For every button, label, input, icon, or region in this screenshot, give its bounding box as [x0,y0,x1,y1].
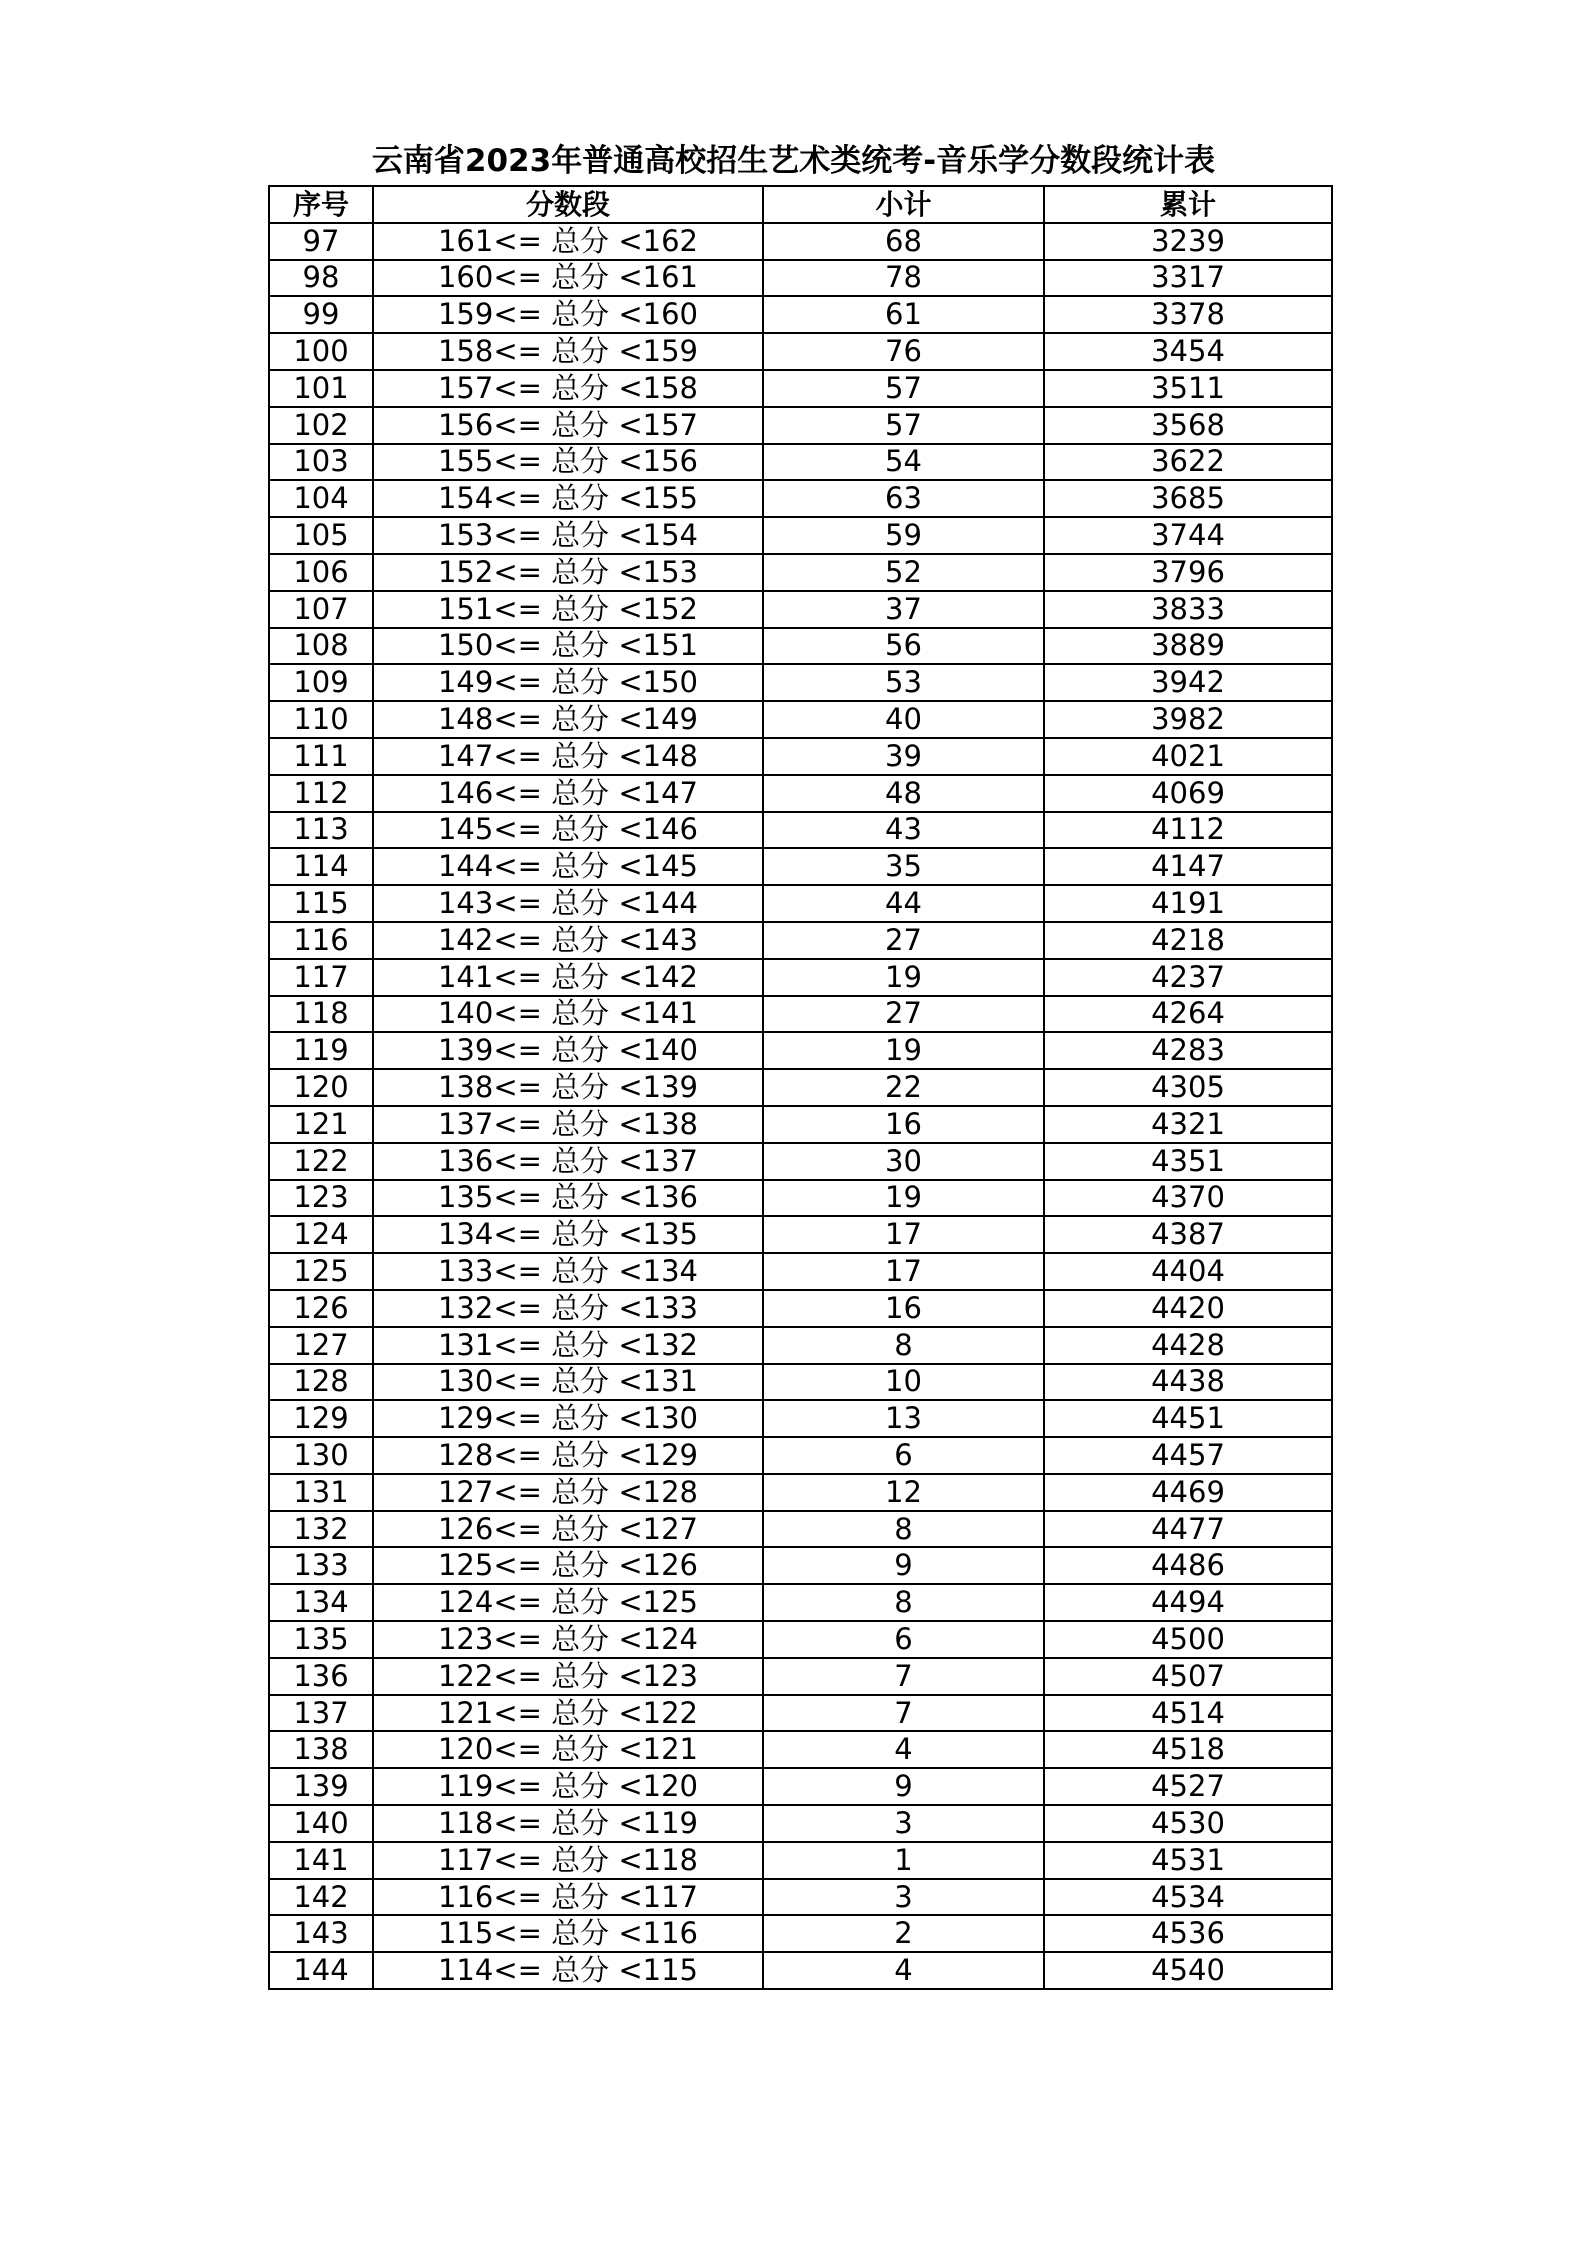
cell-subtotal: 10 [763,1364,1044,1401]
cell-cumulative: 4531 [1044,1842,1332,1879]
cell-score-range: 125<= 总分 <126 [373,1547,763,1584]
cell-score-range: 132<= 总分 <133 [373,1290,763,1327]
cell-score-range: 119<= 总分 <120 [373,1768,763,1805]
cell-index: 115 [269,885,373,922]
cell-score-range: 136<= 总分 <137 [373,1143,763,1180]
cell-cumulative: 3942 [1044,664,1332,701]
cell-subtotal: 1 [763,1842,1044,1879]
cell-subtotal: 57 [763,370,1044,407]
cell-index: 112 [269,775,373,812]
table-row [269,848,1332,885]
table-row [269,664,1332,701]
header-cumulative: 累计 [1044,186,1332,223]
cell-cumulative: 4530 [1044,1805,1332,1842]
table-body [269,223,1332,1989]
cell-index: 120 [269,1069,373,1106]
cell-index: 119 [269,1032,373,1069]
table-row [269,1364,1332,1401]
score-distribution-table [268,185,1333,1990]
cell-subtotal: 12 [763,1474,1044,1511]
cell-subtotal: 4 [763,1952,1044,1989]
cell-score-range: 147<= 总分 <148 [373,738,763,775]
table-row [269,591,1332,628]
table-row [269,1474,1332,1511]
cell-subtotal: 19 [763,959,1044,996]
cell-subtotal: 19 [763,1032,1044,1069]
cell-cumulative: 4351 [1044,1143,1332,1180]
cell-index: 133 [269,1547,373,1584]
table-row [269,1805,1332,1842]
cell-index: 101 [269,370,373,407]
cell-subtotal: 57 [763,407,1044,444]
cell-score-range: 124<= 总分 <125 [373,1584,763,1621]
cell-index: 143 [269,1915,373,1952]
cell-subtotal: 22 [763,1069,1044,1106]
cell-index: 140 [269,1805,373,1842]
cell-cumulative: 3622 [1044,444,1332,481]
cell-index: 136 [269,1658,373,1695]
cell-subtotal: 68 [763,223,1044,260]
cell-cumulative: 4469 [1044,1474,1332,1511]
cell-score-range: 121<= 总分 <122 [373,1695,763,1732]
cell-index: 131 [269,1474,373,1511]
cell-cumulative: 4457 [1044,1437,1332,1474]
table-row [269,333,1332,370]
table-row [269,1621,1332,1658]
cell-cumulative: 3796 [1044,554,1332,591]
cell-subtotal: 6 [763,1621,1044,1658]
table-row [269,517,1332,554]
cell-subtotal: 30 [763,1143,1044,1180]
cell-index: 121 [269,1106,373,1143]
table-row [269,1180,1332,1217]
cell-cumulative: 3889 [1044,628,1332,665]
table-row [269,812,1332,849]
cell-subtotal: 54 [763,444,1044,481]
cell-score-range: 148<= 总分 <149 [373,701,763,738]
cell-cumulative: 4534 [1044,1879,1332,1916]
cell-subtotal: 2 [763,1915,1044,1952]
cell-index: 125 [269,1253,373,1290]
table-row [269,701,1332,738]
table-row [269,1511,1332,1548]
cell-score-range: 135<= 总分 <136 [373,1180,763,1217]
table-row [269,407,1332,444]
cell-index: 114 [269,848,373,885]
cell-score-range: 154<= 总分 <155 [373,480,763,517]
cell-score-range: 150<= 总分 <151 [373,628,763,665]
cell-score-range: 128<= 总分 <129 [373,1437,763,1474]
cell-cumulative: 4500 [1044,1621,1332,1658]
cell-score-range: 131<= 总分 <132 [373,1327,763,1364]
table-row [269,1768,1332,1805]
cell-cumulative: 4507 [1044,1658,1332,1695]
cell-index: 118 [269,996,373,1033]
cell-index: 122 [269,1143,373,1180]
cell-index: 113 [269,812,373,849]
cell-index: 99 [269,296,373,333]
cell-subtotal: 17 [763,1253,1044,1290]
cell-score-range: 145<= 总分 <146 [373,812,763,849]
cell-index: 135 [269,1621,373,1658]
cell-subtotal: 7 [763,1658,1044,1695]
cell-cumulative: 3239 [1044,223,1332,260]
cell-subtotal: 44 [763,885,1044,922]
cell-score-range: 126<= 总分 <127 [373,1511,763,1548]
cell-cumulative: 4420 [1044,1290,1332,1327]
cell-cumulative: 4305 [1044,1069,1332,1106]
cell-index: 105 [269,517,373,554]
cell-index: 106 [269,554,373,591]
table-row [269,370,1332,407]
cell-cumulative: 4069 [1044,775,1332,812]
cell-score-range: 156<= 总分 <157 [373,407,763,444]
table-row [269,738,1332,775]
cell-cumulative: 4191 [1044,885,1332,922]
cell-subtotal: 13 [763,1400,1044,1437]
cell-score-range: 114<= 总分 <115 [373,1952,763,1989]
table-row [269,1032,1332,1069]
cell-cumulative: 4218 [1044,922,1332,959]
cell-score-range: 127<= 总分 <128 [373,1474,763,1511]
cell-score-range: 134<= 总分 <135 [373,1216,763,1253]
table-row [269,554,1332,591]
cell-cumulative: 4477 [1044,1511,1332,1548]
table-row [269,885,1332,922]
cell-cumulative: 3317 [1044,260,1332,297]
cell-index: 130 [269,1437,373,1474]
cell-cumulative: 4370 [1044,1180,1332,1217]
cell-index: 108 [269,628,373,665]
cell-score-range: 152<= 总分 <153 [373,554,763,591]
cell-subtotal: 63 [763,480,1044,517]
cell-cumulative: 4264 [1044,996,1332,1033]
table-row [269,1069,1332,1106]
cell-index: 144 [269,1952,373,1989]
table-row [269,1695,1332,1732]
cell-score-range: 153<= 总分 <154 [373,517,763,554]
cell-index: 102 [269,407,373,444]
table-row [269,1327,1332,1364]
cell-cumulative: 4321 [1044,1106,1332,1143]
table-row [269,1731,1332,1768]
cell-index: 142 [269,1879,373,1916]
cell-cumulative: 4518 [1044,1731,1332,1768]
table-row [269,1290,1332,1327]
cell-score-range: 133<= 总分 <134 [373,1253,763,1290]
cell-cumulative: 4237 [1044,959,1332,996]
cell-score-range: 149<= 总分 <150 [373,664,763,701]
table-row [269,1915,1332,1952]
cell-subtotal: 78 [763,260,1044,297]
table-row [269,922,1332,959]
cell-cumulative: 3568 [1044,407,1332,444]
cell-index: 129 [269,1400,373,1437]
cell-subtotal: 3 [763,1805,1044,1842]
cell-cumulative: 3378 [1044,296,1332,333]
table-row [269,1253,1332,1290]
cell-cumulative: 3982 [1044,701,1332,738]
cell-score-range: 120<= 总分 <121 [373,1731,763,1768]
table-row [269,959,1332,996]
cell-cumulative: 4514 [1044,1695,1332,1732]
cell-cumulative: 4387 [1044,1216,1332,1253]
cell-subtotal: 19 [763,1180,1044,1217]
cell-cumulative: 4428 [1044,1327,1332,1364]
cell-index: 124 [269,1216,373,1253]
cell-cumulative: 4536 [1044,1915,1332,1952]
cell-cumulative: 4451 [1044,1400,1332,1437]
header-index: 序号 [269,186,373,223]
cell-cumulative: 4486 [1044,1547,1332,1584]
cell-index: 126 [269,1290,373,1327]
table-row [269,480,1332,517]
cell-score-range: 139<= 总分 <140 [373,1032,763,1069]
cell-index: 98 [269,260,373,297]
cell-cumulative: 4527 [1044,1768,1332,1805]
cell-subtotal: 9 [763,1547,1044,1584]
table-row [269,996,1332,1033]
cell-score-range: 144<= 总分 <145 [373,848,763,885]
table-row [269,628,1332,665]
cell-subtotal: 43 [763,812,1044,849]
cell-subtotal: 27 [763,922,1044,959]
cell-cumulative: 3744 [1044,517,1332,554]
cell-index: 117 [269,959,373,996]
cell-cumulative: 3454 [1044,333,1332,370]
cell-score-range: 161<= 总分 <162 [373,223,763,260]
cell-index: 104 [269,480,373,517]
cell-index: 132 [269,1511,373,1548]
cell-subtotal: 16 [763,1106,1044,1143]
cell-cumulative: 4283 [1044,1032,1332,1069]
table-row [269,223,1332,260]
header-score-range: 分数段 [373,186,763,223]
cell-score-range: 116<= 总分 <117 [373,1879,763,1916]
cell-index: 138 [269,1731,373,1768]
cell-subtotal: 6 [763,1437,1044,1474]
cell-score-range: 140<= 总分 <141 [373,996,763,1033]
cell-index: 123 [269,1180,373,1217]
cell-subtotal: 4 [763,1731,1044,1768]
cell-score-range: 146<= 总分 <147 [373,775,763,812]
cell-score-range: 159<= 总分 <160 [373,296,763,333]
cell-subtotal: 8 [763,1584,1044,1621]
cell-score-range: 151<= 总分 <152 [373,591,763,628]
cell-cumulative: 4494 [1044,1584,1332,1621]
cell-index: 127 [269,1327,373,1364]
cell-score-range: 117<= 总分 <118 [373,1842,763,1879]
cell-subtotal: 35 [763,848,1044,885]
table-row [269,444,1332,481]
cell-subtotal: 76 [763,333,1044,370]
cell-score-range: 138<= 总分 <139 [373,1069,763,1106]
table-row [269,1584,1332,1621]
cell-index: 137 [269,1695,373,1732]
cell-subtotal: 59 [763,517,1044,554]
cell-score-range: 122<= 总分 <123 [373,1658,763,1695]
cell-score-range: 137<= 总分 <138 [373,1106,763,1143]
cell-subtotal: 61 [763,296,1044,333]
cell-subtotal: 16 [763,1290,1044,1327]
cell-score-range: 155<= 总分 <156 [373,444,763,481]
cell-index: 139 [269,1768,373,1805]
cell-index: 134 [269,1584,373,1621]
table-row [269,1216,1332,1253]
cell-index: 128 [269,1364,373,1401]
cell-subtotal: 52 [763,554,1044,591]
table-row [269,1106,1332,1143]
table-row [269,1879,1332,1916]
cell-subtotal: 53 [763,664,1044,701]
cell-subtotal: 9 [763,1768,1044,1805]
cell-cumulative: 4112 [1044,812,1332,849]
cell-index: 107 [269,591,373,628]
cell-cumulative: 4438 [1044,1364,1332,1401]
cell-cumulative: 3685 [1044,480,1332,517]
cell-subtotal: 27 [763,996,1044,1033]
page-title: 云南省2023年普通高校招生艺术类统考-音乐学分数段统计表 [371,143,1216,179]
cell-index: 111 [269,738,373,775]
cell-cumulative: 4021 [1044,738,1332,775]
cell-subtotal: 39 [763,738,1044,775]
cell-index: 100 [269,333,373,370]
table-row [269,296,1332,333]
cell-index: 97 [269,223,373,260]
cell-cumulative: 3833 [1044,591,1332,628]
cell-score-range: 118<= 总分 <119 [373,1805,763,1842]
cell-score-range: 123<= 总分 <124 [373,1621,763,1658]
cell-index: 116 [269,922,373,959]
cell-cumulative: 4147 [1044,848,1332,885]
cell-subtotal: 7 [763,1695,1044,1732]
cell-subtotal: 3 [763,1879,1044,1916]
table-row [269,1547,1332,1584]
cell-cumulative: 3511 [1044,370,1332,407]
table-header-row [269,186,1332,223]
table-row [269,1842,1332,1879]
table-row [269,775,1332,812]
table-row [269,1400,1332,1437]
cell-score-range: 141<= 总分 <142 [373,959,763,996]
cell-subtotal: 8 [763,1327,1044,1364]
cell-cumulative: 4540 [1044,1952,1332,1989]
cell-subtotal: 48 [763,775,1044,812]
table-row [269,260,1332,297]
cell-subtotal: 40 [763,701,1044,738]
cell-index: 109 [269,664,373,701]
cell-score-range: 129<= 总分 <130 [373,1400,763,1437]
cell-score-range: 157<= 总分 <158 [373,370,763,407]
cell-score-range: 130<= 总分 <131 [373,1364,763,1401]
header-subtotal: 小计 [763,186,1044,223]
cell-cumulative: 4404 [1044,1253,1332,1290]
table-row [269,1437,1332,1474]
table-row [269,1658,1332,1695]
cell-subtotal: 37 [763,591,1044,628]
cell-index: 103 [269,444,373,481]
cell-score-range: 142<= 总分 <143 [373,922,763,959]
cell-score-range: 143<= 总分 <144 [373,885,763,922]
cell-score-range: 158<= 总分 <159 [373,333,763,370]
cell-subtotal: 8 [763,1511,1044,1548]
table-row [269,1143,1332,1180]
cell-index: 141 [269,1842,373,1879]
cell-score-range: 160<= 总分 <161 [373,260,763,297]
cell-index: 110 [269,701,373,738]
cell-subtotal: 56 [763,628,1044,665]
cell-subtotal: 17 [763,1216,1044,1253]
table-row [269,1952,1332,1989]
cell-score-range: 115<= 总分 <116 [373,1915,763,1952]
